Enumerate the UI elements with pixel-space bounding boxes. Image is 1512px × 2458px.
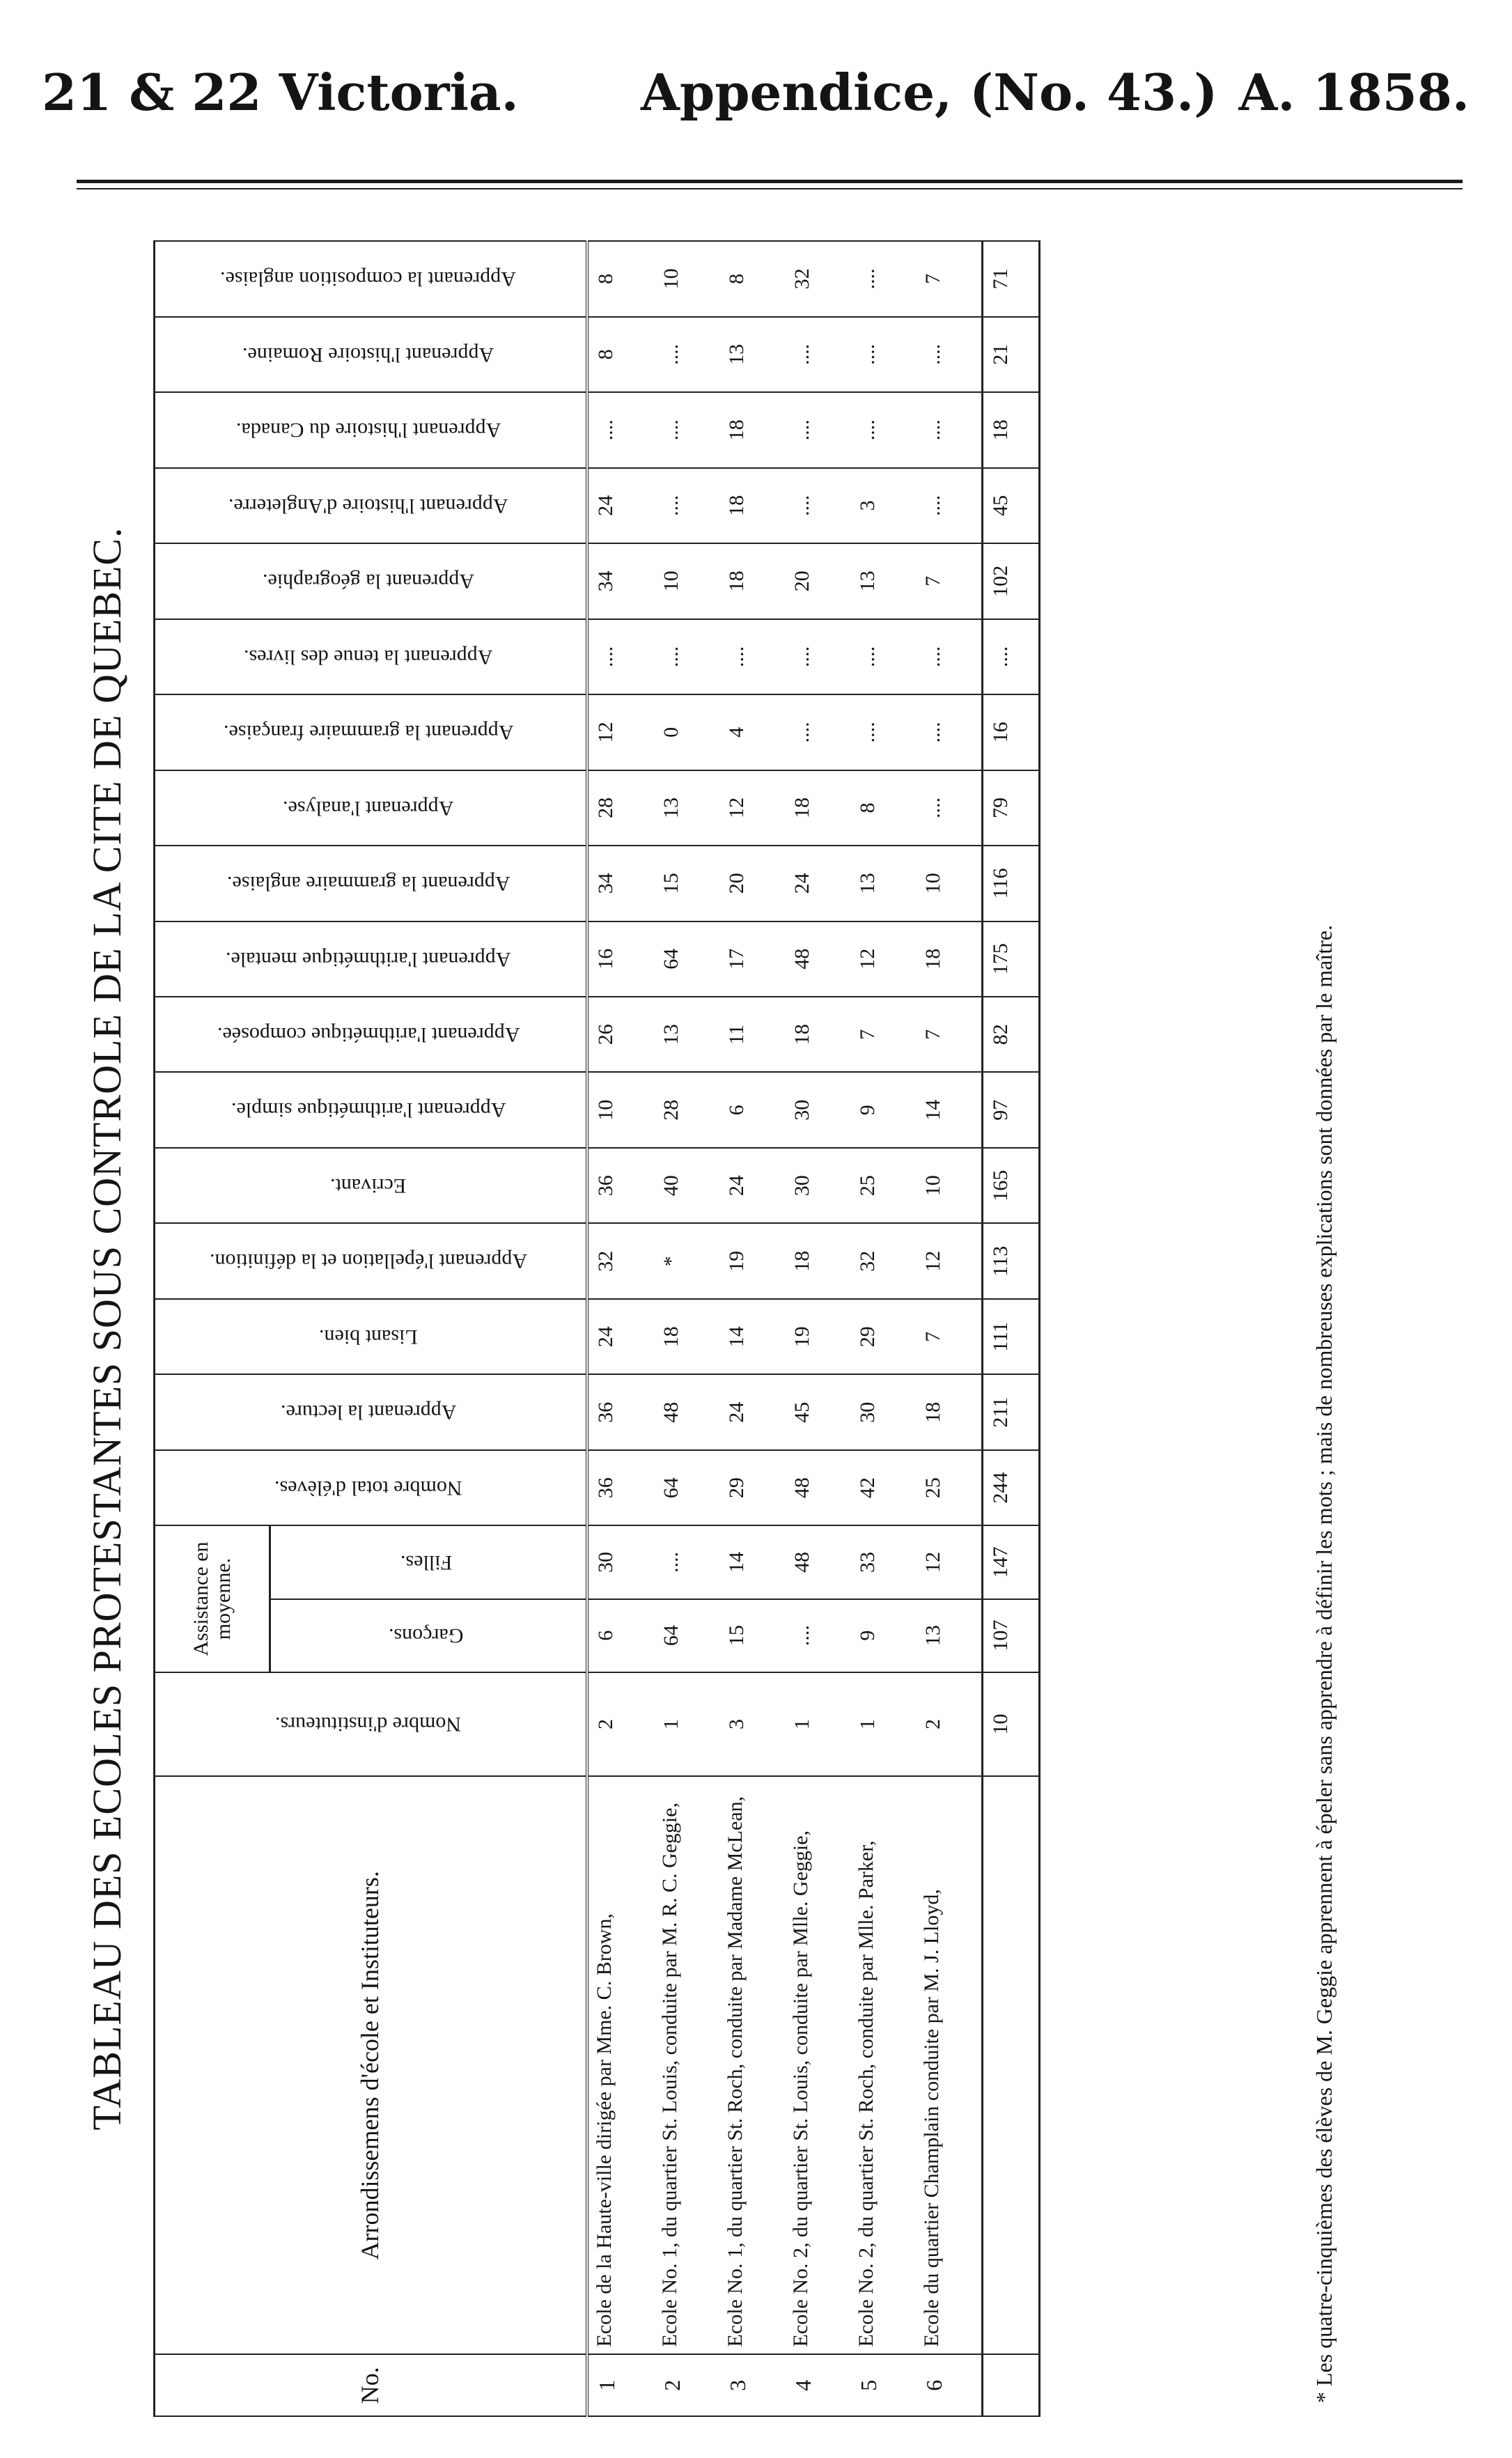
cell-hist-romaine: .... (785, 317, 850, 392)
cell-garcons: 64 (654, 1599, 719, 1672)
row-number: 2 (654, 2354, 719, 2416)
total-arith-simple: 97 (983, 1073, 1040, 1148)
total-tenue-livres: .... (983, 619, 1040, 694)
cell-lisant: 24 (587, 1299, 654, 1374)
cell-gram-anglaise: 34 (587, 846, 654, 921)
cell-hist-angleterre: 24 (587, 468, 654, 543)
cell-hist-canada: .... (587, 392, 654, 467)
cell-gram-anglaise: 24 (785, 846, 850, 921)
cell-filles: .... (654, 1525, 719, 1599)
cell-instituteurs: 1 (785, 1672, 850, 1776)
table-row (654, 241, 719, 2416)
total-hist-angleterre: 45 (983, 468, 1040, 543)
cell-tenue-livres: .... (850, 619, 916, 694)
cell-arith-mentale: 64 (654, 921, 719, 997)
cell-analyse: 18 (785, 770, 850, 846)
cell-arith-simple: 30 (785, 1073, 850, 1148)
total-gram-anglaise: 116 (983, 846, 1040, 921)
cell-instituteurs: 3 (719, 1672, 785, 1776)
cell-lecture: 48 (654, 1374, 719, 1449)
cell-garcons: 9 (850, 1599, 916, 1672)
cell-hist-angleterre: 18 (719, 468, 785, 543)
school-name: Ecole No. 2, du quartier St. Roch, conduite par Mlle. Parker, (850, 1776, 916, 2354)
cell-composition: 7 (916, 241, 983, 317)
school-name: Ecole du quartier Champlain conduite par M. J. Lloyd, (916, 1776, 983, 2354)
cell-hist-romaine: 8 (587, 317, 654, 392)
cell-epellation: 18 (785, 1223, 850, 1298)
column-header-total: Nombre total d'élèves. (155, 1450, 588, 1525)
cell-composition: 10 (654, 241, 719, 317)
column-header-arith-simple: Apprenant l'arithmétique simple. (155, 1073, 588, 1148)
cell-total: 64 (654, 1450, 719, 1525)
cell-instituteurs: 1 (654, 1672, 719, 1776)
table-row (719, 241, 785, 2416)
cell-analyse: .... (916, 770, 983, 846)
total-instituteurs: 10 (983, 1672, 1040, 1776)
schools-table-wrapper (153, 240, 1041, 2417)
total-arith-mentale: 175 (983, 921, 1040, 997)
cell-gram-francaise: .... (850, 694, 916, 770)
cell-hist-romaine: 13 (719, 317, 785, 392)
total-lecture: 211 (983, 1374, 1040, 1449)
cell-filles: 48 (785, 1525, 850, 1599)
cell-epellation: 32 (850, 1223, 916, 1298)
column-header-analyse: Apprenant l'analyse. (155, 770, 588, 846)
cell-gram-francaise: .... (916, 694, 983, 770)
cell-garcons: .... (785, 1599, 850, 1672)
cell-ecrivant: 10 (916, 1148, 983, 1223)
cell-geographie: 13 (850, 543, 916, 619)
cell-total: 42 (850, 1450, 916, 1525)
column-header-hist-angleterre: Apprenant l'histoire d'Angleterre. (155, 468, 588, 543)
column-header-no: No. (155, 2354, 588, 2416)
column-header-filles: Filles. (270, 1525, 587, 1599)
column-header-composition: Apprenant la composition anglaise. (155, 241, 588, 317)
column-header-ecrivant: Ecrivant. (155, 1148, 588, 1223)
cell-arith-simple: 6 (719, 1073, 785, 1148)
cell-garcons: 6 (587, 1599, 654, 1672)
cell-hist-angleterre: 3 (850, 468, 916, 543)
column-header-lecture: Apprenant la lecture. (155, 1374, 588, 1449)
cell-lecture: 30 (850, 1374, 916, 1449)
cell-instituteurs: 1 (850, 1672, 916, 1776)
cell-gram-anglaise: 10 (916, 846, 983, 921)
header-year: A. 1858. (1238, 63, 1470, 122)
cell-geographie: 10 (654, 543, 719, 619)
cell-arith-composee: 18 (785, 997, 850, 1072)
column-header-gram-francaise: Apprenant la grammaire française. (155, 694, 588, 770)
totals-row (983, 241, 1040, 2416)
cell-hist-romaine: .... (916, 317, 983, 392)
totals-blank (983, 2354, 1040, 2416)
row-number: 4 (785, 2354, 850, 2416)
cell-analyse: 28 (587, 770, 654, 846)
cell-hist-romaine: .... (850, 317, 916, 392)
cell-hist-canada: .... (850, 392, 916, 467)
total-ecrivant: 165 (983, 1148, 1040, 1223)
cell-total: 25 (916, 1450, 983, 1525)
table-title: TABLEAU DES ECOLES PROTESTANTES SOUS CONTROLE DE LA CITE DE QUEBEC. (84, 527, 130, 2131)
cell-arith-simple: 28 (654, 1073, 719, 1148)
cell-lisant: 18 (654, 1299, 719, 1374)
cell-hist-romaine: .... (654, 317, 719, 392)
cell-arith-composee: 7 (916, 997, 983, 1072)
column-header-school: Arrondissemens d'école et Instituteurs. (155, 1776, 588, 2354)
total-geographie: 102 (983, 543, 1040, 619)
cell-gram-francaise: 12 (587, 694, 654, 770)
cell-total: 36 (587, 1450, 654, 1525)
total-garcons: 107 (983, 1599, 1040, 1672)
column-header-garcons: Garçons. (270, 1599, 587, 1672)
cell-composition: 32 (785, 241, 850, 317)
cell-arith-mentale: 12 (850, 921, 916, 997)
cell-filles: 33 (850, 1525, 916, 1599)
cell-tenue-livres: .... (654, 619, 719, 694)
header-appendix: Appendice, (No. 43.) (641, 63, 1218, 122)
total-arith-composee: 82 (983, 997, 1040, 1072)
cell-arith-mentale: 16 (587, 921, 654, 997)
column-group-assistance: Assistance en moyenne. (155, 1525, 270, 1672)
cell-arith-composee: 26 (587, 997, 654, 1072)
cell-arith-simple: 10 (587, 1073, 654, 1148)
total-hist-canada: 18 (983, 392, 1040, 467)
table-header-row (155, 241, 270, 2416)
rotated-table-block (63, 240, 1414, 2417)
cell-lisant: 7 (916, 1299, 983, 1374)
header-rule-thin (77, 188, 1463, 189)
table-body (587, 241, 1040, 2416)
cell-garcons: 15 (719, 1599, 785, 1672)
total-analyse: 79 (983, 770, 1040, 846)
cell-instituteurs: 2 (587, 1672, 654, 1776)
total-epellation: 113 (983, 1223, 1040, 1298)
cell-geographie: 34 (587, 543, 654, 619)
cell-total: 48 (785, 1450, 850, 1525)
cell-lecture: 45 (785, 1374, 850, 1449)
cell-total: 29 (719, 1450, 785, 1525)
header-rule (77, 180, 1463, 183)
table-row (916, 241, 983, 2416)
column-header-lisant: Lisant bien. (155, 1299, 588, 1374)
cell-arith-mentale: 48 (785, 921, 850, 997)
cell-lisant: 29 (850, 1299, 916, 1374)
cell-tenue-livres: .... (719, 619, 785, 694)
row-number: 6 (916, 2354, 983, 2416)
cell-gram-francaise: 0 (654, 694, 719, 770)
header-session: 21 & 22 Victoria. (42, 63, 519, 122)
cell-lisant: 14 (719, 1299, 785, 1374)
cell-tenue-livres: .... (785, 619, 850, 694)
cell-ecrivant: 24 (719, 1148, 785, 1223)
column-header-arith-composee: Apprenant l'arithmétique composée. (155, 997, 588, 1072)
cell-epellation: 32 (587, 1223, 654, 1298)
cell-hist-canada: .... (785, 392, 850, 467)
total-composition: 71 (983, 241, 1040, 317)
cell-ecrivant: 30 (785, 1148, 850, 1223)
cell-arith-composee: 7 (850, 997, 916, 1072)
row-number: 1 (587, 2354, 654, 2416)
column-header-geographie: Apprenant la géographie. (155, 543, 588, 619)
cell-arith-simple: 9 (850, 1073, 916, 1148)
total-total: 244 (983, 1450, 1040, 1525)
cell-garcons: 13 (916, 1599, 983, 1672)
column-header-gram-anglaise: Apprenant la grammaire anglaise. (155, 846, 588, 921)
cell-hist-canada: .... (916, 392, 983, 467)
table-row (587, 241, 654, 2416)
cell-gram-anglaise: 13 (850, 846, 916, 921)
cell-gram-anglaise: 20 (719, 846, 785, 921)
page-header (42, 63, 1470, 125)
cell-hist-canada: .... (654, 392, 719, 467)
total-hist-romaine: 21 (983, 317, 1040, 392)
footnote: * Les quatre-cinquièmes des élèves de M. Geggie apprennent à épeler sans apprendre à définir les mots ; mais de nombreuses explications sont données par le maître. (1311, 925, 1336, 2403)
cell-composition: 8 (587, 241, 654, 317)
schools-table (153, 240, 1041, 2417)
cell-hist-angleterre: .... (654, 468, 719, 543)
column-header-instituteurs: Nombre d'instituteurs. (155, 1672, 588, 1776)
cell-ecrivant: 40 (654, 1148, 719, 1223)
cell-arith-simple: 14 (916, 1073, 983, 1148)
column-header-epellation: Apprenant l'épellation et la définition. (155, 1223, 588, 1298)
cell-arith-composee: 13 (654, 997, 719, 1072)
cell-lecture: 24 (719, 1374, 785, 1449)
column-header-hist-canada: Apprenant l'histoire du Canada. (155, 392, 588, 467)
cell-ecrivant: 25 (850, 1148, 916, 1223)
cell-composition: 8 (719, 241, 785, 317)
cell-geographie: 20 (785, 543, 850, 619)
cell-lecture: 36 (587, 1374, 654, 1449)
cell-analyse: 8 (850, 770, 916, 846)
cell-filles: 14 (719, 1525, 785, 1599)
school-name: Ecole No. 2, du quartier St. Louis, conduite par Mlle. Geggie, (785, 1776, 850, 2354)
table-row (850, 241, 916, 2416)
cell-lecture: 18 (916, 1374, 983, 1449)
row-number: 5 (850, 2354, 916, 2416)
cell-hist-angleterre: .... (916, 468, 983, 543)
cell-hist-angleterre: .... (785, 468, 850, 543)
cell-tenue-livres: .... (916, 619, 983, 694)
total-gram-francaise: 16 (983, 694, 1040, 770)
cell-epellation: 12 (916, 1223, 983, 1298)
cell-tenue-livres: .... (587, 619, 654, 694)
cell-ecrivant: 36 (587, 1148, 654, 1223)
cell-arith-mentale: 18 (916, 921, 983, 997)
cell-geographie: 7 (916, 543, 983, 619)
cell-gram-francaise: 4 (719, 694, 785, 770)
cell-composition: .... (850, 241, 916, 317)
cell-lisant: 19 (785, 1299, 850, 1374)
cell-analyse: 13 (654, 770, 719, 846)
cell-arith-mentale: 17 (719, 921, 785, 997)
cell-arith-composee: 11 (719, 997, 785, 1072)
cell-filles: 30 (587, 1525, 654, 1599)
cell-hist-canada: 18 (719, 392, 785, 467)
cell-geographie: 18 (719, 543, 785, 619)
cell-epellation: * (654, 1223, 719, 1298)
column-header-hist-romaine: Apprenant l'histoire Romaine. (155, 317, 588, 392)
column-header-arith-mentale: Apprenant l'arithmétique mentale. (155, 921, 588, 997)
totals-blank (983, 1776, 1040, 2354)
cell-gram-francaise: .... (785, 694, 850, 770)
school-name: Ecole de la Haute-ville dirigée par Mme. C. Brown, (587, 1776, 654, 2354)
cell-filles: 12 (916, 1525, 983, 1599)
cell-analyse: 12 (719, 770, 785, 846)
cell-instituteurs: 2 (916, 1672, 983, 1776)
column-header-tenue-livres: Apprenant la tenue des livres. (155, 619, 588, 694)
cell-gram-anglaise: 15 (654, 846, 719, 921)
total-lisant: 111 (983, 1299, 1040, 1374)
school-name: Ecole No. 1, du quartier St. Roch, conduite par Madame McLean, (719, 1776, 785, 2354)
total-filles: 147 (983, 1525, 1040, 1599)
table-row (785, 241, 850, 2416)
school-name: Ecole No. 1, du quartier St. Louis, conduite par M. R. C. Geggie, (654, 1776, 719, 2354)
row-number: 3 (719, 2354, 785, 2416)
cell-epellation: 19 (719, 1223, 785, 1298)
